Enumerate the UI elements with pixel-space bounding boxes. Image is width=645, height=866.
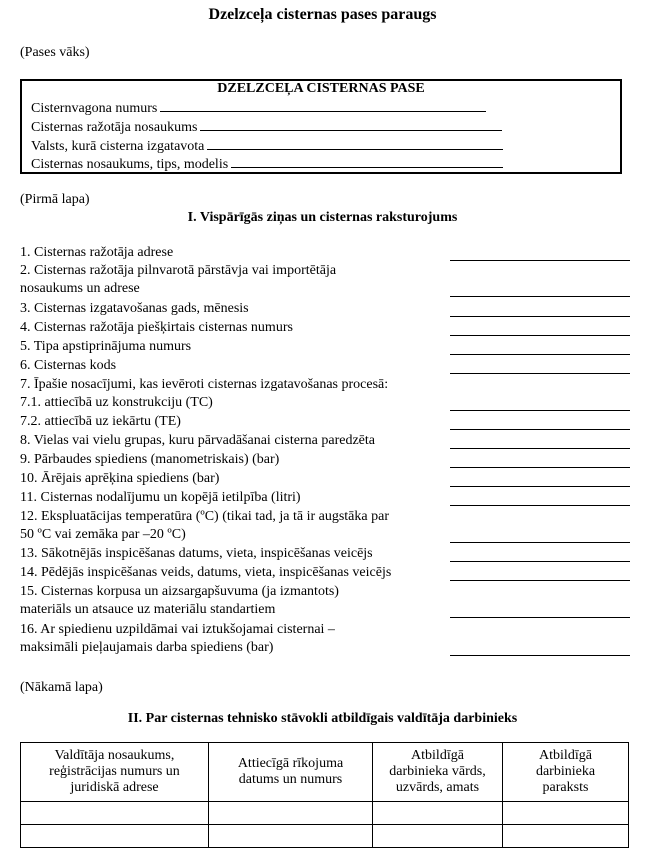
header-order-date [209, 743, 373, 802]
responsible-employee-table [20, 742, 629, 848]
answer-line-12[interactable] [450, 542, 630, 543]
item-2-cont: nosaukums un adrese [20, 281, 140, 296]
header-employee-name [373, 743, 503, 802]
fill-in-line[interactable] [200, 118, 502, 131]
item-10: 10. Ārējais aprēķina spiediens (bar) [20, 471, 220, 486]
fill-in-line[interactable] [160, 99, 486, 112]
answer-line-11[interactable] [450, 505, 630, 506]
cover-field-label: Cisternas ražotāja nosaukums [31, 120, 198, 135]
next-page-note: (Nākamā lapa) [20, 680, 103, 695]
answer-line-15[interactable] [450, 617, 630, 618]
answer-line-9[interactable] [450, 467, 630, 468]
cover-field-tank-type-model [31, 155, 503, 174]
header-employee-signature [503, 743, 629, 802]
item-12-cont: 50 ºC vai zemāka par –20 ºC) [20, 527, 186, 542]
first-page-note: (Pirmā lapa) [20, 192, 90, 207]
answer-line-5[interactable] [450, 354, 630, 355]
item-14: 14. Pēdējās inspicēšanas veids, datums, vieta, inspicēšanas veicējs [20, 565, 392, 580]
item-12: 12. Ekspluatācijas temperatūra (ºC) (tikai tad, ja tā ir augstāka par [20, 509, 389, 524]
header-line: Attiecīgā rīkojuma [237, 755, 344, 771]
page-title: Dzelzceļa cisternas pases paraugs [208, 6, 437, 23]
cover-field-label: Cisternvagona numurs [31, 101, 158, 116]
header-line: paraksts [542, 780, 589, 796]
cover-note: (Pases vāks) [20, 45, 90, 60]
item-1: 1. Cisternas ražotāja adrese [20, 245, 174, 260]
passport-cover-box [20, 79, 622, 174]
item-5: 5. Tipa apstiprinājuma numurs [20, 339, 192, 354]
header-line: juridiskā adrese [70, 780, 159, 796]
header-line: uzvārds, amats [395, 780, 480, 796]
table-cell[interactable] [209, 825, 373, 848]
section-1-heading: I. Vispārīgās ziņas un cisternas raksturojums [187, 210, 458, 225]
cover-title: DZELZCEĻA CISTERNAS PASE [217, 81, 425, 96]
item-8: 8. Vielas vai vielu grupas, kuru pārvadāšanai cisterna paredzēta [20, 433, 375, 448]
answer-line-13[interactable] [450, 561, 630, 562]
answer-line-4[interactable] [450, 335, 630, 336]
item-3: 3. Cisternas izgatavošanas gads, mēnesis [20, 301, 249, 316]
table-cell[interactable] [21, 802, 209, 825]
item-7-1: 7.1. attiecībā uz konstrukciju (TC) [20, 395, 213, 410]
item-6: 6. Cisternas kods [20, 358, 117, 373]
section-2-heading: II. Par cisternas tehnisko stāvokli atbildīgais valdītāja darbinieks [127, 711, 518, 726]
item-16: 16. Ar spiedienu uzpildāmai vai iztukšojamai cisternai – [20, 622, 335, 637]
cover-field-wagon-number [31, 99, 486, 118]
cover-field-manufacturer-name [31, 118, 502, 137]
table-row [21, 802, 629, 825]
item-2: 2. Cisternas ražotāja pilnvarotā pārstāvja vai importētāja [20, 263, 337, 278]
answer-line-6[interactable] [450, 373, 630, 374]
header-line: reģistrācijas numurs un [49, 763, 180, 779]
item-7: 7. Īpašie nosacījumi, kas ievēroti cisternas izgatavošanas procesā: [20, 377, 389, 392]
answer-line-3[interactable] [450, 316, 630, 317]
answer-line-14[interactable] [450, 580, 630, 581]
table-cell[interactable] [373, 825, 503, 848]
table-cell[interactable] [503, 825, 629, 848]
fill-in-line[interactable] [207, 137, 503, 150]
item-9: 9. Pārbaudes spiediens (manometriskais) (bar) [20, 452, 280, 467]
item-16-cont: maksimāli pieļaujamais darba spiediens (bar) [20, 640, 274, 655]
answer-line-2[interactable] [450, 296, 630, 297]
table-row [21, 825, 629, 848]
answer-line-1[interactable] [450, 260, 630, 261]
answer-line-7-1[interactable] [450, 410, 630, 411]
item-13: 13. Sākotnējās inspicēšanas datums, vieta, inspicēšanas veicējs [20, 546, 373, 561]
answer-line-8[interactable] [450, 448, 630, 449]
item-15-cont: materiāls un atsauce uz materiālu standartiem [20, 602, 276, 617]
header-line: Valdītāja nosaukums, [54, 747, 175, 763]
item-4: 4. Cisternas ražotāja piešķirtais cisternas numurs [20, 320, 293, 335]
cover-field-label: Valsts, kurā cisterna izgatavota [31, 139, 205, 154]
table-header-row [21, 743, 629, 802]
table-cell[interactable] [209, 802, 373, 825]
header-line: darbinieka vārds, [389, 763, 486, 779]
header-line: datums un numurs [238, 772, 343, 787]
table-cell[interactable] [373, 802, 503, 825]
header-owner-name [21, 743, 209, 802]
table-cell[interactable] [21, 825, 209, 848]
answer-line-16[interactable] [450, 655, 630, 656]
cover-field-country [31, 137, 503, 156]
item-15: 15. Cisternas korpusa un aizsargapšuvuma (ja izmantots) [20, 584, 339, 599]
item-11: 11. Cisternas nodalījumu un kopējā ietilpība (litri) [20, 490, 301, 505]
header-line: darbinieka [535, 763, 596, 779]
answer-line-10[interactable] [450, 486, 630, 487]
cover-field-label: Cisternas nosaukums, tips, modelis [31, 157, 229, 172]
answer-line-7-2[interactable] [450, 429, 630, 430]
table-cell[interactable] [503, 802, 629, 825]
item-7-2: 7.2. attiecībā uz iekārtu (TE) [20, 414, 181, 429]
fill-in-line[interactable] [231, 155, 503, 168]
header-line: Atbildīgā [539, 747, 592, 763]
header-line: Atbildīgā [411, 747, 464, 763]
